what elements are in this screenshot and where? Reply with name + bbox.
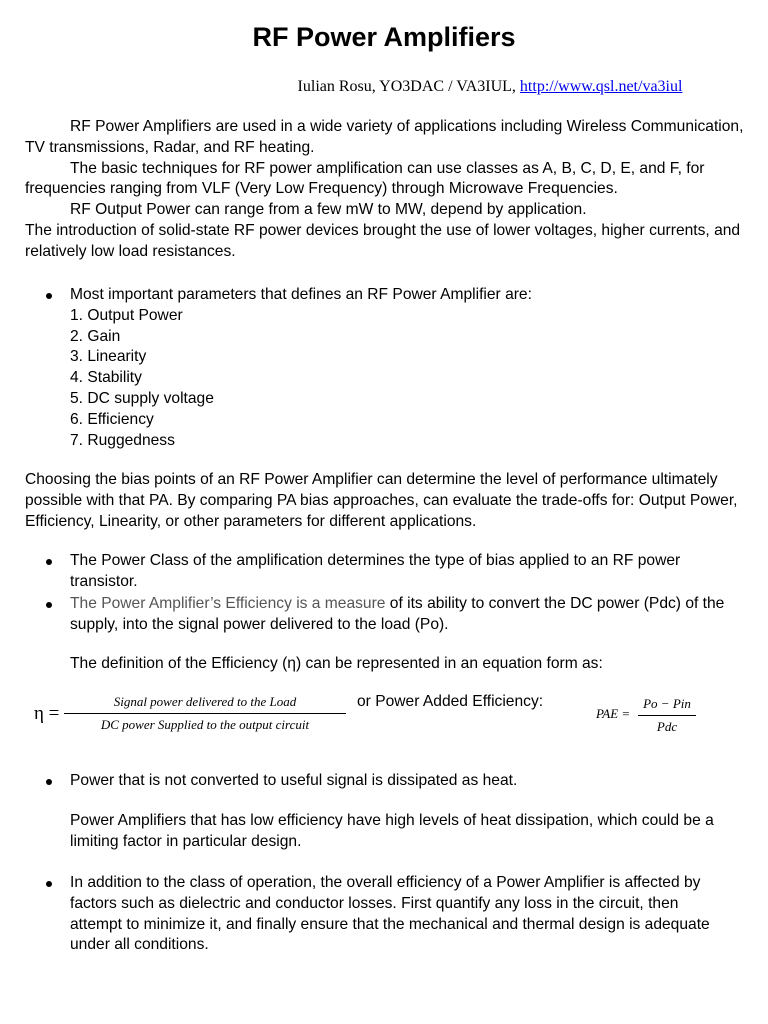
- bullet-losses: [25, 873, 725, 956]
- pae-numerator: Po − Pin: [643, 696, 691, 711]
- pae-fraction-bar: [638, 715, 696, 716]
- efficiency-denominator: DC power Supplied to the output circuit: [100, 717, 310, 732]
- intro-section: [25, 117, 747, 263]
- intro-paragraph-3: RF Output Power can range from a few mW to MW, depend by application.: [70, 201, 587, 219]
- author-link[interactable]: http://www.qsl.net/va3iul: [519, 78, 683, 95]
- param-item: 4. Stability: [70, 369, 142, 387]
- param-item: 6. Efficiency: [70, 410, 154, 428]
- pae-fraction: [638, 696, 696, 735]
- bullet-efficiency: [25, 594, 725, 636]
- heat-text: Power that is not converted to useful signal is dissipated as heat.: [70, 772, 518, 789]
- bullet-icon: [46, 293, 52, 299]
- param-item: 5. DC supply voltage: [70, 389, 214, 407]
- params-list: [25, 285, 725, 451]
- page-title: RF Power Amplifiers: [252, 22, 516, 52]
- intro-paragraph-2: The basic techniques for RF power amplification can use classes as A, B, C, D, E, and F, for frequencies ranging from VLF (Very Low Frequency) through Microwave Frequencies.: [25, 159, 705, 198]
- intro-paragraph-1: RF Power Amplifiers are used in a wide variety of applications including Wireless Communication, TV transmissions, Radar, and RF heating.: [25, 118, 744, 156]
- param-item: 2. Gain: [70, 327, 121, 345]
- efficiency-definition: [25, 654, 725, 675]
- param-item: 7. Ruggedness: [70, 431, 175, 449]
- definition-text: The definition of the Efficiency (η) can be represented in an equation form as:: [70, 655, 603, 672]
- power-class-text: The Power Class of the amplification determines the type of bias applied to an RF power transistor.: [70, 552, 681, 590]
- bullet-power-class: [25, 551, 725, 593]
- bullet-icon: [46, 559, 52, 565]
- efficiency-text-b: of its ability to convert the DC power (Pdc) of the supply, into the signal power delivered to the load (Po).: [70, 595, 725, 633]
- low-efficiency-paragraph: [25, 811, 725, 853]
- efficiency-fraction: [64, 694, 346, 733]
- pae-symbol: PAE =: [596, 706, 631, 721]
- intro-paragraph-4: The introduction of solid-state RF power devices brought the use of lower voltages, higher currents, and relatively low load resistances.: [25, 221, 741, 260]
- bias-paragraph: Choosing the bias points of an RF Power Amplifier can determine the level of performance ultimately possible with that PA. By comparing PA bias approaches, can evaluate the trade-offs for: Output Power, Efficiency, Linearity, or other parameters for different applications.: [25, 471, 738, 530]
- efficiency-text-a: The Power Amplifier’s Efficiency is a measure: [70, 595, 386, 612]
- pae-denominator: Pdc: [656, 719, 678, 734]
- bullet-icon: [46, 779, 52, 785]
- losses-text: In addition to the class of operation, the overall efficiency of a Power Amplifier is affected by factors such as dielectric and conductor losses. First quantify any loss in the circuit, then attempt to minimize it, and finally ensure that the mechanical and thermal design is adequate under all conditions.: [70, 874, 710, 954]
- eta-symbol: η =: [34, 703, 60, 724]
- efficiency-numerator: Signal power delivered to the Load: [113, 694, 297, 709]
- pae-label: or Power Added Efficiency:: [357, 693, 544, 710]
- params-lead: Most important parameters that defines an RF Power Amplifier are:: [70, 286, 532, 303]
- bullet-icon: [46, 881, 52, 887]
- low-efficiency-text: Power Amplifiers that has low efficiency have high levels of heat dissipation, which could be a limiting factor in particular design.: [70, 812, 714, 850]
- author-line: [0, 78, 768, 96]
- author-name: Iulian Rosu, YO3DAC / VA3IUL,: [297, 78, 520, 95]
- param-item: 3. Linearity: [70, 348, 147, 366]
- param-item: 1. Output Power: [70, 306, 183, 324]
- bullet-heat: [25, 771, 725, 792]
- bullet-icon: [46, 602, 52, 608]
- fraction-bar: [64, 713, 346, 714]
